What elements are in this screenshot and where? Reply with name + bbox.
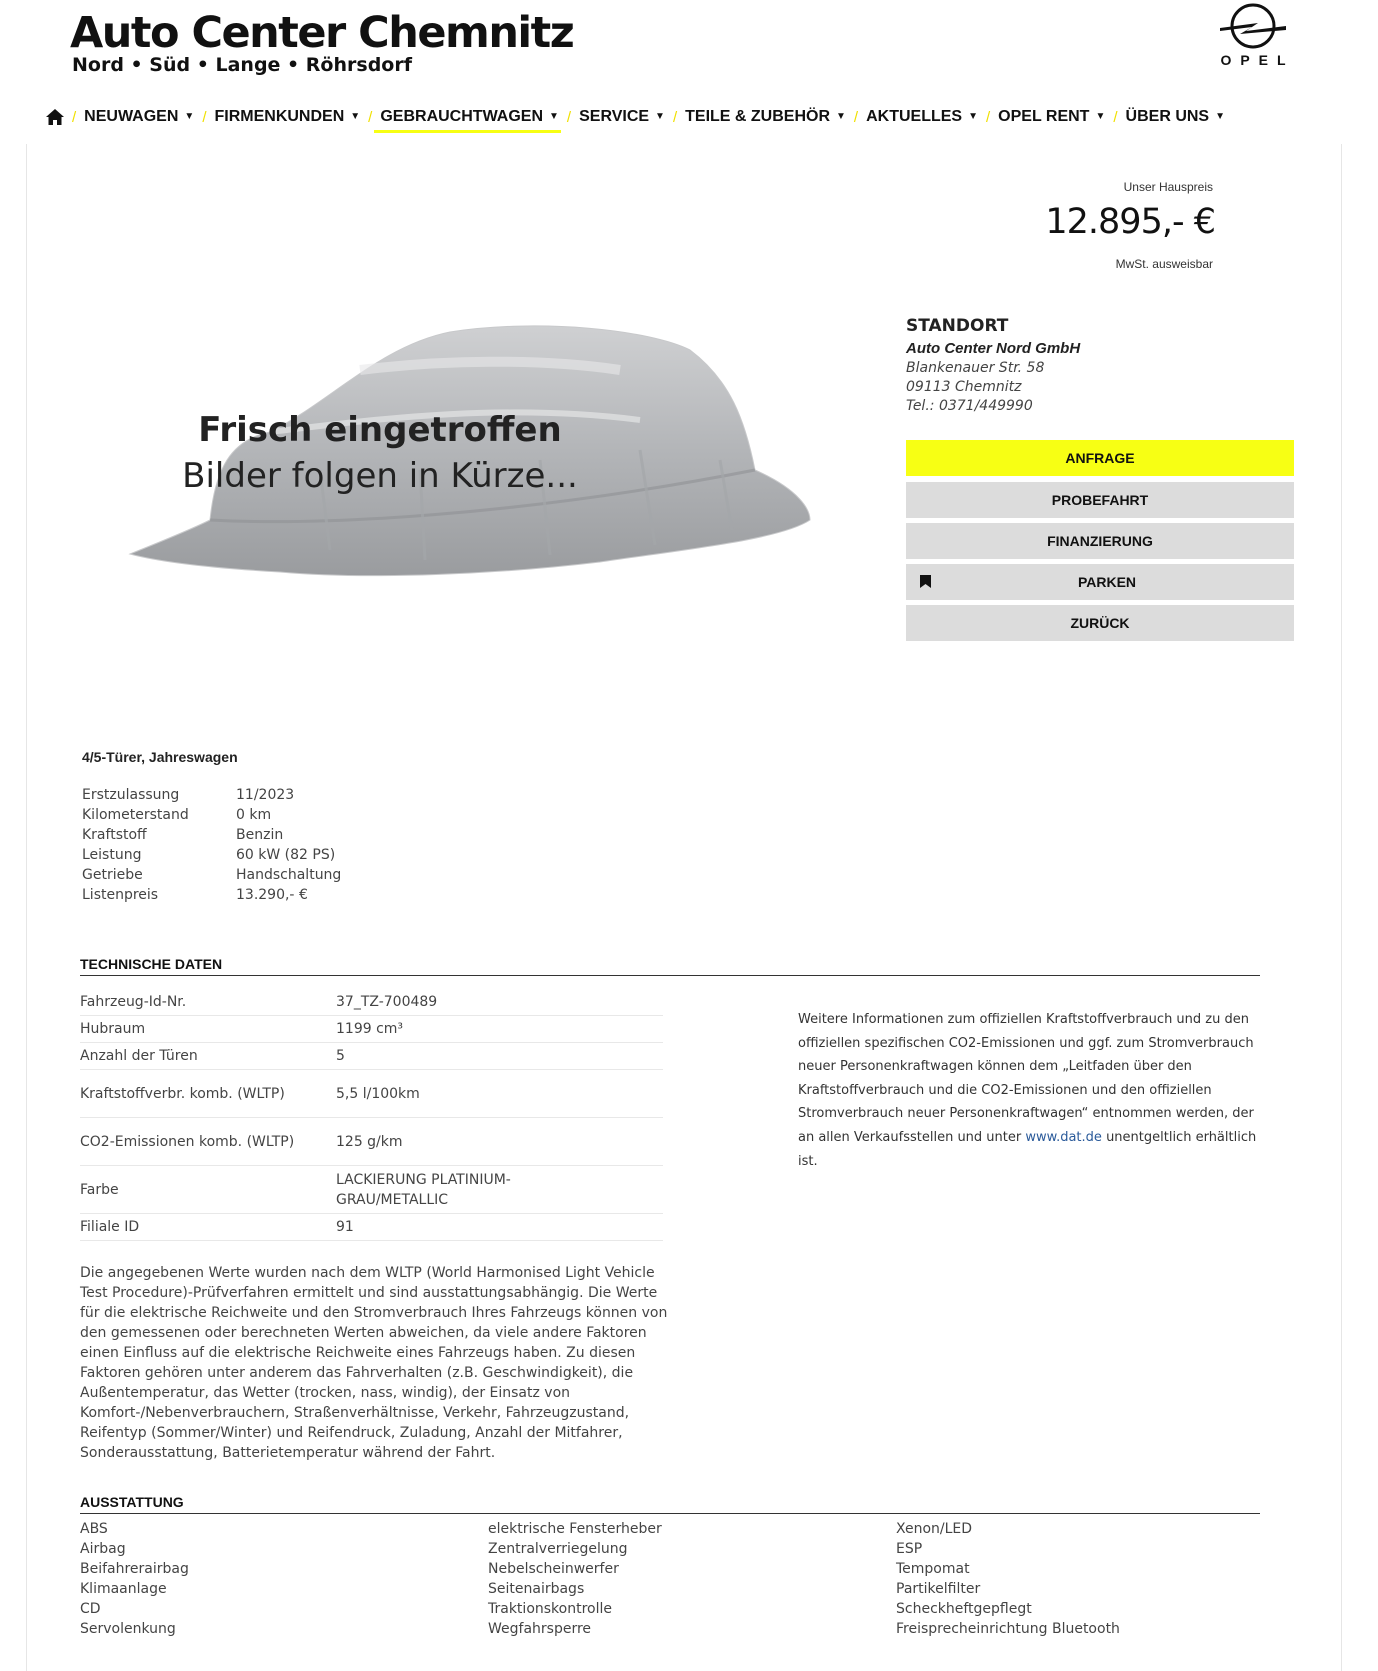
price-label: Unser Hauspreis — [1123, 180, 1213, 194]
list-item: Servolenkung — [80, 1621, 176, 1637]
equipment-column-1 — [80, 1521, 189, 1641]
price-note: MwSt. ausweisbar — [1115, 257, 1213, 271]
summary-row — [82, 787, 341, 807]
tech-value: 5 — [336, 1048, 345, 1064]
consumption-info-tail: unentgeltlich erhältlich ist. — [798, 1129, 1257, 1169]
caret-down-icon: ▼ — [184, 111, 195, 122]
price-value: 12.895,- € — [1045, 202, 1215, 242]
parken-button[interactable] — [906, 564, 1294, 600]
tech-table — [80, 989, 663, 1241]
tech-value: 91 — [336, 1219, 354, 1235]
table-row — [80, 989, 663, 1016]
consumption-info — [798, 1008, 1270, 1173]
list-item: Airbag — [80, 1541, 126, 1557]
nav-separator: / — [566, 108, 572, 126]
summary-key: Listenpreis — [82, 887, 159, 903]
caret-down-icon: ▼ — [655, 111, 665, 122]
list-item: Beifahrerairbag — [80, 1561, 189, 1577]
parken-label: PARKEN — [1077, 574, 1137, 590]
site-brand[interactable] — [70, 8, 573, 76]
list-item: Tempomat — [896, 1561, 970, 1577]
opel-logo[interactable] — [1208, 0, 1298, 75]
nav-item-firmenkunden[interactable]: FIRMENKUNDEN ▼ — [214, 108, 361, 125]
summary-value: 60 kW (82 PS) — [236, 847, 336, 863]
tech-value: 5,5 l/100km — [336, 1085, 420, 1102]
list-item: Seitenairbags — [488, 1581, 585, 1597]
opel-blitz-icon — [1216, 0, 1290, 52]
tech-section-title: TECHNISCHE DATEN — [80, 956, 223, 972]
caret-down-icon: ▼ — [968, 111, 978, 122]
tech-key: CO2-Emissionen komb. (WLTP) — [80, 1133, 295, 1150]
caret-down-icon: ▼ — [836, 111, 846, 122]
location-title: STANDORT — [906, 316, 1009, 336]
list-item: Traktionskontrolle — [488, 1601, 612, 1617]
list-item: Zentralverriegelung — [488, 1541, 628, 1557]
nav-item-ueber-uns[interactable]: ÜBER UNS ▼ — [1125, 108, 1225, 125]
table-row — [80, 1070, 663, 1118]
anfrage-button[interactable]: ANFRAGE — [906, 440, 1294, 476]
list-item: Wegfahrsperre — [488, 1621, 592, 1637]
table-row — [80, 1118, 663, 1166]
tech-key: Farbe — [80, 1181, 119, 1198]
location-phone[interactable]: Tel.: 0371/449990 — [906, 398, 1033, 414]
site-title: Auto Center Chemnitz — [70, 8, 574, 58]
nav-separator: / — [202, 108, 207, 126]
list-item: ABS — [80, 1521, 108, 1537]
caret-down-icon: ▼ — [549, 111, 559, 122]
nav-separator: / — [1113, 108, 1118, 126]
tech-value: 1199 cm³ — [336, 1021, 404, 1037]
summary-row — [82, 847, 341, 867]
nav-item-neuwagen[interactable]: NEUWAGEN ▼ — [84, 108, 195, 125]
tech-key: Hubraum — [80, 1021, 146, 1037]
table-row — [80, 1166, 663, 1214]
caret-down-icon: ▼ — [350, 111, 361, 122]
table-row — [80, 1043, 663, 1070]
nav-item-opel-rent[interactable]: OPEL RENT ▼ — [998, 108, 1106, 125]
vehicle-summary-title: 4/5-Türer, Jahreswagen — [82, 749, 238, 765]
main-nav — [46, 102, 1225, 132]
equipment-column-2 — [488, 1521, 662, 1641]
equipment-section-title: AUSSTATTUNG — [80, 1494, 184, 1510]
nav-separator: / — [672, 108, 678, 126]
nav-separator: / — [72, 108, 77, 126]
summary-row — [82, 827, 341, 847]
summary-key: Kilometerstand — [82, 807, 189, 823]
home-icon[interactable] — [46, 108, 64, 126]
nav-item-service[interactable]: SERVICE ▼ — [579, 108, 665, 125]
image-subline: Bilder folgen in Kürze... — [182, 456, 578, 496]
summary-value: 11/2023 — [236, 787, 295, 803]
vehicle-summary — [82, 787, 341, 907]
summary-key: Leistung — [82, 847, 142, 863]
summary-value: 0 km — [236, 807, 272, 823]
tech-value: 37_TZ-700489 — [336, 994, 438, 1010]
tech-key: Filiale ID — [80, 1219, 140, 1235]
list-item: Scheckheftgepflegt — [896, 1601, 1032, 1617]
nav-separator: / — [986, 108, 991, 126]
table-row — [80, 1016, 663, 1043]
probefahrt-button[interactable]: PROBEFAHRT — [906, 482, 1294, 518]
equipment-column-3 — [896, 1521, 1120, 1641]
list-item: ESP — [896, 1541, 923, 1557]
list-item: Nebelscheinwerfer — [488, 1561, 619, 1577]
summary-key: Kraftstoff — [82, 827, 147, 843]
summary-row — [82, 807, 341, 827]
location-city: 09113 Chemnitz — [906, 379, 1022, 395]
caret-down-icon: ▼ — [1215, 111, 1225, 122]
nav-separator: / — [853, 108, 859, 126]
summary-value: Benzin — [236, 827, 284, 843]
tech-key: Fahrzeug-Id-Nr. — [80, 994, 187, 1010]
list-item: elektrische Fensterheber — [488, 1521, 662, 1537]
tech-value: LACKIERUNG PLATINIUM-GRAU/METALLIC — [336, 1171, 511, 1208]
tech-key: Kraftstoffverbr. komb. (WLTP) — [80, 1085, 285, 1102]
list-item: Xenon/LED — [896, 1521, 973, 1537]
consumption-info-text: Weitere Informationen zum offiziellen Kraftstoffverbrauch und zu den offiziellen spezifischen CO2-Emissionen und ggf. zum Stromverbrauch neuer Personenkraftwagen können dem „Leitfaden über den Kraftstoffverbrauch und die CO2-Emissionen und den offiziellen Stromverbrauch neuer Personenkraftwagen“ entnommen werden, der an allen Verkaufsstellen und unter — [798, 1012, 1254, 1145]
location-block — [906, 316, 1080, 414]
caret-down-icon: ▼ — [1095, 111, 1106, 122]
summary-value: 13.290,- € — [236, 887, 308, 903]
zurueck-button[interactable]: ZURÜCK — [906, 605, 1294, 641]
list-item: CD — [80, 1601, 101, 1617]
location-company: Auto Center Nord GmbH — [906, 340, 1081, 357]
finanzierung-button[interactable]: FINANZIERUNG — [906, 523, 1294, 559]
opel-wordmark: OPEL — [1220, 52, 1295, 68]
summary-row — [82, 887, 341, 907]
section-divider — [80, 975, 1260, 976]
nav-item-teile-zubehoer[interactable]: TEILE & ZUBEHÖR ▼ — [685, 108, 846, 125]
nav-item-gebrauchtwagen[interactable]: GEBRAUCHTWAGEN ▼ — [380, 102, 559, 132]
summary-key: Erstzulassung — [82, 787, 180, 803]
list-item: Klimaanlage — [80, 1581, 167, 1597]
site-subtitle: Nord • Süd • Lange • Röhrsdorf — [72, 54, 412, 76]
nav-item-aktuelles[interactable]: AKTUELLES ▼ — [866, 108, 978, 125]
section-divider — [80, 1513, 1260, 1514]
dat-link[interactable]: www.dat.de — [1025, 1129, 1102, 1145]
location-street: Blankenauer Str. 58 — [906, 360, 1045, 376]
bookmark-icon — [920, 575, 931, 591]
wltp-disclaimer: Die angegebenen Werte wurden nach dem WLTP (World Harmonised Light Vehicle Test Procedure)-Prüfverfahren ermittelt und sind ausstattungsabhängig. Die Werte für die elektrische Reichweite und den Stromverbrauch Ihres Fahrzeugs können von den gemessenen oder berechneten Werten abweichen, da viele andere Faktoren einen Einfluss auf die elektrische Reichweite eines Fahrzeugs haben. Zu diesen Faktoren gehören unter anderem das Fahrverhalten (z.B. Geschwindigkeit), die Außentemperatur, das Wetter (trocken, nass, windig), der Einsatz von Komfort-/Nebenverbrauchern, Straßenverhältnisse, Verkehr, Fahrzeugzustand, Reifentyp (Sommer/Winter) und Reifendruck, Zuladung, Anzahl der Mitfahrer, Sonderausstattung, Batterietemperatur während der Fahrt. — [80, 1265, 668, 1461]
tech-value: 125 g/km — [336, 1133, 403, 1150]
table-row — [80, 1214, 663, 1241]
summary-value: Handschaltung — [236, 867, 342, 883]
image-headline: Frisch eingetroffen — [198, 410, 562, 450]
summary-key: Getriebe — [82, 867, 143, 883]
summary-row — [82, 867, 341, 887]
nav-separator: / — [368, 108, 373, 126]
tech-key: Anzahl der Türen — [80, 1048, 198, 1064]
list-item: Freisprecheinrichtung Bluetooth — [896, 1621, 1120, 1637]
list-item: Partikelfilter — [896, 1581, 981, 1597]
